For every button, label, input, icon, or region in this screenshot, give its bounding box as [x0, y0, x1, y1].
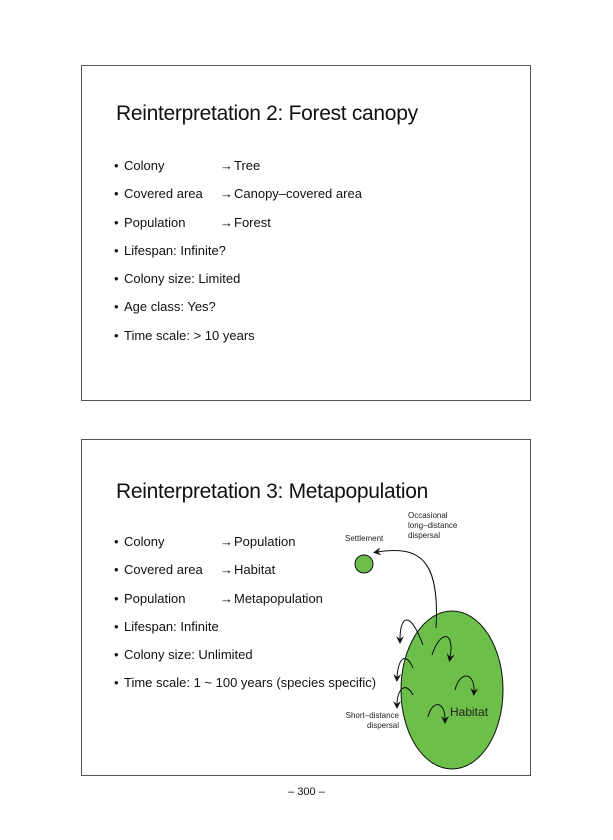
bullet-key: Lifespan: Infinite? — [124, 242, 226, 258]
bullet: • — [114, 271, 119, 287]
bullet-value: Habitat — [234, 562, 276, 578]
long-distance-label — [408, 511, 457, 541]
list-item — [114, 243, 255, 271]
bullet-key: Lifespan: Infinite — [124, 618, 219, 634]
bullet: • — [114, 158, 119, 173]
habitat-label: Habitat — [450, 705, 489, 719]
bullet: • — [114, 242, 119, 258]
arrow-icon: → — [220, 590, 233, 606]
list-item — [114, 271, 255, 299]
label-line: Short–distance — [345, 711, 399, 720]
bullet: • — [114, 327, 119, 343]
list-item — [114, 186, 362, 214]
arrow-icon: → — [220, 562, 233, 578]
bullet-key: Population — [124, 214, 186, 230]
bullet: • — [114, 562, 119, 578]
list-item — [114, 328, 255, 356]
list-item — [114, 158, 261, 186]
page-number: – 300 – — [288, 786, 325, 798]
arrow-icon: → — [220, 534, 233, 549]
bullet-key: Colony — [124, 158, 165, 173]
list-item — [114, 214, 271, 243]
list-item — [114, 647, 376, 675]
list-item — [114, 299, 255, 327]
bullet: • — [114, 618, 119, 634]
bullet-value: Forest — [234, 214, 271, 230]
bullet-key: Covered area — [124, 562, 203, 578]
bullet: • — [114, 590, 119, 606]
label-line: dispersal — [408, 531, 441, 540]
settlement-label: Settlement — [345, 534, 384, 543]
bullet-list — [114, 158, 362, 356]
slide-forest-canopy — [81, 65, 531, 401]
slide-title: Reinterpretation 3: Metapopulation — [116, 480, 429, 503]
bullet-key: Covered area — [124, 186, 203, 202]
slide-metapopulation — [81, 439, 531, 776]
slide-title: Reinterpretation 2: Forest canopy — [116, 102, 418, 125]
bullet-value: Tree — [234, 158, 261, 173]
label-line: long–distance — [408, 521, 458, 530]
bullet-key: Colony — [124, 534, 165, 549]
bullet-value: Population — [234, 534, 296, 549]
bullet: • — [114, 647, 119, 663]
list-item — [114, 675, 376, 703]
list-item — [114, 534, 376, 562]
short-distance-label — [345, 711, 399, 731]
arrow-icon: → — [220, 214, 233, 230]
bullet: • — [114, 675, 119, 691]
bullet: • — [114, 534, 119, 549]
bullet-list — [114, 534, 376, 704]
bullet-key: Colony size: Limited — [124, 271, 241, 287]
label-line: dispersal — [366, 721, 399, 730]
bullet: • — [114, 299, 119, 315]
list-item — [114, 562, 376, 590]
list-item — [114, 591, 376, 619]
bullet-key: Time scale: > 10 years — [124, 327, 255, 343]
arrow-icon: → — [220, 186, 233, 202]
bullet-key: Colony size: Unlimited — [124, 647, 253, 663]
bullet-key: Population — [124, 590, 186, 606]
bullet-value: Metapopulation — [234, 590, 323, 606]
bullet-key: Time scale: 1 ~ 100 years (species specific) — [124, 675, 377, 691]
bullet: • — [114, 186, 119, 202]
bullet-key: Age class: Yes? — [124, 299, 216, 315]
label-line: Occasional — [408, 511, 448, 520]
list-item — [114, 619, 376, 647]
bullet: • — [114, 214, 119, 230]
arrow-icon: → — [220, 158, 233, 173]
bullet-value: Canopy–covered area — [234, 186, 362, 202]
